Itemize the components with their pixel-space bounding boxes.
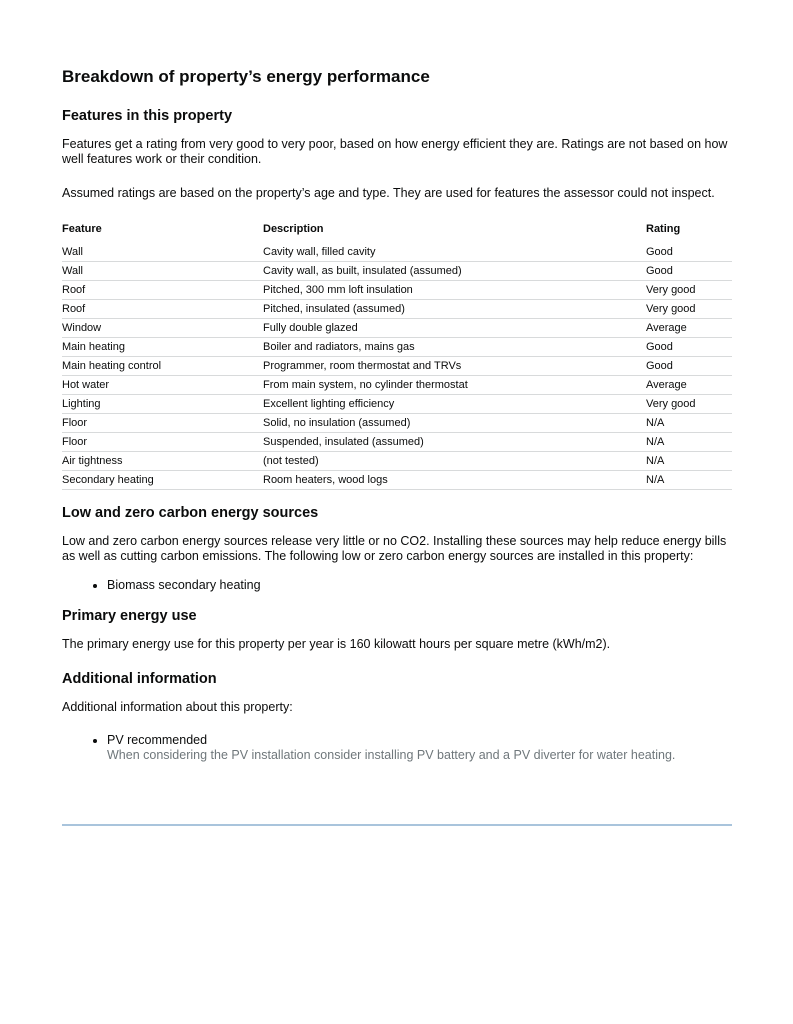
page-title: Breakdown of property’s energy performance xyxy=(62,67,430,86)
table-row xyxy=(62,414,732,433)
additional-info-text: Additional information about this property: xyxy=(62,700,293,714)
primary-energy-text: The primary energy use for this property per year is 160 kilowatt hours per square metre (kWh/m2). xyxy=(62,637,611,651)
additional-info-list xyxy=(62,733,732,763)
feature-cell: Lighting xyxy=(62,395,263,414)
feature-cell: Hot water xyxy=(62,376,263,395)
description-cell: Boiler and radiators, mains gas xyxy=(263,338,646,357)
rating-cell: Good xyxy=(646,262,732,281)
feature-cell: Floor xyxy=(62,414,263,433)
feature-cell: Wall xyxy=(62,262,263,281)
column-header-rating: Rating xyxy=(646,223,681,235)
recommendation-label: PV recommended xyxy=(107,733,208,747)
features-intro-assumed: Assumed ratings are based on the property’s age and type. They are used for features the assessor could not inspect. xyxy=(62,186,715,200)
table-row xyxy=(62,376,732,395)
table-row xyxy=(62,319,732,338)
table-row xyxy=(62,300,732,319)
rating-cell: N/A xyxy=(646,452,732,471)
rating-cell: N/A xyxy=(646,471,732,490)
rating-cell: Good xyxy=(646,243,732,262)
description-cell: Pitched, insulated (assumed) xyxy=(263,300,646,319)
additional-info-heading: Additional information xyxy=(62,671,217,687)
feature-cell: Air tightness xyxy=(62,452,263,471)
list-item xyxy=(107,733,732,763)
rating-cell: N/A xyxy=(646,433,732,452)
rating-cell: Very good xyxy=(646,300,732,319)
table-row xyxy=(62,338,732,357)
table-row xyxy=(62,357,732,376)
description-cell: Excellent lighting efficiency xyxy=(263,395,646,414)
feature-cell: Wall xyxy=(62,243,263,262)
feature-cell: Main heating xyxy=(62,338,263,357)
table-header-row xyxy=(62,222,732,243)
table-row xyxy=(62,281,732,300)
rating-cell: N/A xyxy=(646,414,732,433)
description-cell: Fully double glazed xyxy=(263,319,646,338)
description-cell: (not tested) xyxy=(263,452,646,471)
description-cell: Suspended, insulated (assumed) xyxy=(263,433,646,452)
description-cell: Pitched, 300 mm loft insulation xyxy=(263,281,646,300)
rating-cell: Average xyxy=(646,319,732,338)
section-divider xyxy=(62,824,732,826)
list-item: • Biomass secondary heating xyxy=(107,578,732,593)
feature-cell: Roof xyxy=(62,281,263,300)
low-carbon-list xyxy=(62,578,732,593)
features-table xyxy=(62,222,732,490)
description-cell: From main system, no cylinder thermostat xyxy=(263,376,646,395)
recommendation-note: When considering the PV installation consider installing PV battery and a PV diverter for water heating. xyxy=(107,748,676,762)
rating-cell: Very good xyxy=(646,395,732,414)
feature-cell: Floor xyxy=(62,433,263,452)
feature-cell: Main heating control xyxy=(62,357,263,376)
rating-cell: Average xyxy=(646,376,732,395)
rating-cell: Good xyxy=(646,357,732,376)
primary-energy-heading: Primary energy use xyxy=(62,608,197,624)
features-heading: Features in this property xyxy=(62,108,233,124)
column-header-description: Description xyxy=(263,223,324,235)
table-row xyxy=(62,262,732,281)
description-cell: Room heaters, wood logs xyxy=(263,471,646,490)
table-row xyxy=(62,395,732,414)
table-row xyxy=(62,433,732,452)
table-row xyxy=(62,452,732,471)
page-content xyxy=(62,66,732,763)
feature-cell: Window xyxy=(62,319,263,338)
table-row xyxy=(62,471,732,490)
feature-cell: Roof xyxy=(62,300,263,319)
description-cell: Cavity wall, filled cavity xyxy=(263,243,646,262)
low-carbon-heading: Low and zero carbon energy sources xyxy=(62,505,319,521)
features-intro-ratings: Features get a rating from very good to very poor, based on how energy efficient they are. Ratings are not based on how well features work or their condition. xyxy=(62,137,728,166)
feature-cell: Secondary heating xyxy=(62,471,263,490)
column-header-feature: Feature xyxy=(62,223,102,235)
table-row xyxy=(62,243,732,262)
description-cell: Programmer, room thermostat and TRVs xyxy=(263,357,646,376)
description-cell: Solid, no insulation (assumed) xyxy=(263,414,646,433)
rating-cell: Good xyxy=(646,338,732,357)
description-cell: Cavity wall, as built, insulated (assumed) xyxy=(263,262,646,281)
rating-cell: Very good xyxy=(646,281,732,300)
low-carbon-text: Low and zero carbon energy sources release very little or no CO2. Installing these sources may help reduce energy bills as well as cutting carbon emissions. The following low or zero carbon energy sources are installed in this property: xyxy=(62,534,727,563)
